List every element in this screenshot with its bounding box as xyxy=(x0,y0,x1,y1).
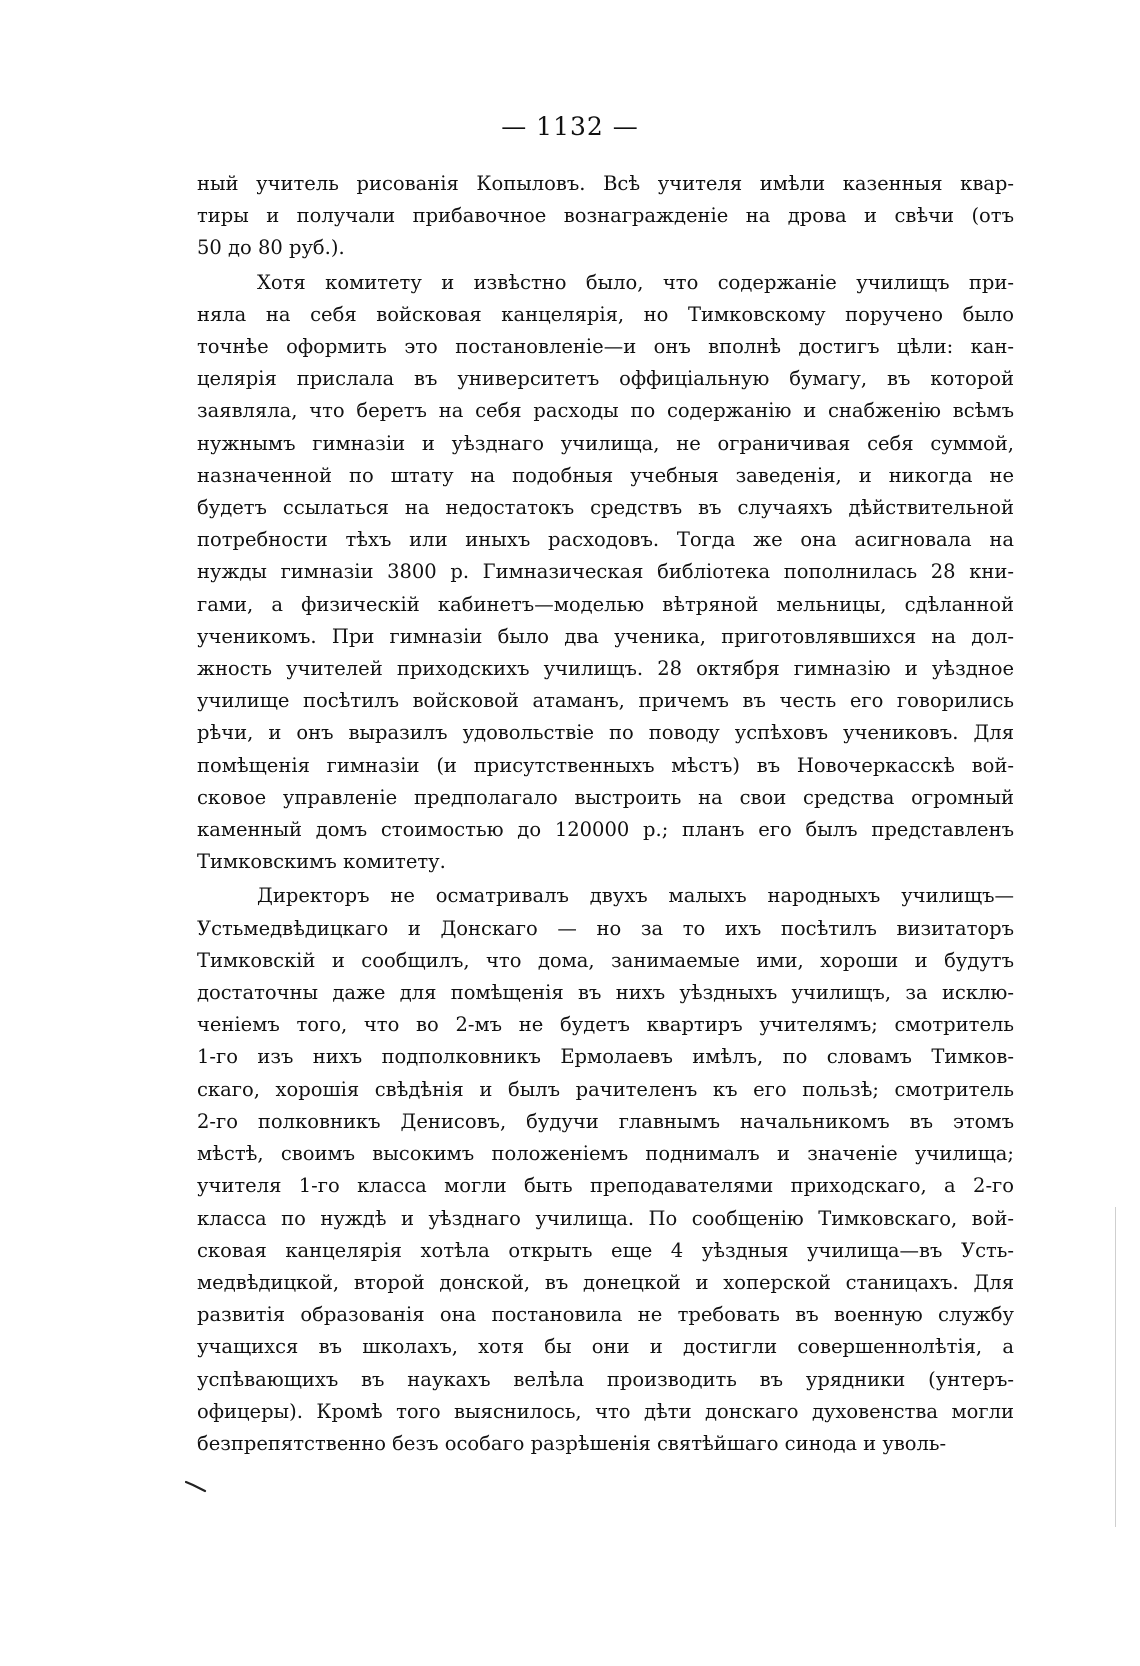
text-line: достаточны даже для помѣщенія въ нихъ уѣздныхъ училищъ, за исклю- xyxy=(197,981,1014,1005)
text-line: класса по нуждѣ и уѣзднаго училища. По сообщенію Тимковскаго, вой- xyxy=(197,1206,1014,1230)
text-line: каменный домъ стоимостью до 120000 р.; планъ его былъ представленъ xyxy=(197,818,1014,842)
text-line: няла на себя войсковая канцелярія, но Тимковскому поручено было xyxy=(197,302,1014,326)
text-line: помѣщенія гимназіи (и присутственныхъ мѣстъ) въ Новочеркасскѣ вой- xyxy=(197,753,1014,777)
text-line: училище посѣтилъ войсковой атаманъ, причемъ въ честь его говорились xyxy=(197,689,1014,713)
text-line: Тимковскій и сообщилъ, что дома, занимаемые ими, хороши и будутъ xyxy=(197,948,1014,972)
text-line: сковая канцелярія хотѣла открыть еще 4 уѣздныя училища—въ Усть- xyxy=(197,1238,1014,1262)
paragraph-2 xyxy=(197,267,1014,879)
text-line: Хотя комитету и извѣстно было, что содержаніе училищъ при- xyxy=(257,270,1014,294)
text-line: гами, а физическій кабинетъ—моделью вѣтряной мельницы, сдѣланной xyxy=(197,592,1014,616)
scan-edge-line xyxy=(1115,1207,1116,1527)
text-line: скаго, хорошія свѣдѣнія и былъ рачителенъ къ его пользѣ; смотритель xyxy=(197,1077,1014,1101)
text-line: офицеры). Кромѣ того выяснилось, что дѣти донскаго духовенства могли xyxy=(197,1399,1014,1423)
text-line: ченіемъ того, что во 2-мъ не будетъ квартиръ учителямъ; смотритель xyxy=(197,1013,1014,1037)
text-line: ученикомъ. При гимназіи было два ученика, приготовлявшихся на дол- xyxy=(197,624,1014,648)
page-number: — 1132 — xyxy=(501,112,639,141)
text-line: рѣчи, и онъ выразилъ удовольствіе по поводу успѣховъ учениковъ. Для xyxy=(197,721,1014,745)
text-line: безпрепятственно безъ особаго разрѣшенія святѣйшаго синода и уволь- xyxy=(197,1431,947,1455)
ink-mark xyxy=(185,1479,207,1493)
text-line: учителя 1-го класса могли быть преподавателями приходскаго, а 2-го xyxy=(197,1174,1014,1198)
text-line: тиры и получали прибавочное вознагражденіе на дрова и свѣчи (отъ xyxy=(197,204,1014,228)
text-line: Тимковскимъ комитету. xyxy=(197,850,446,874)
text-line: назначенной по штату на подобныя учебныя заведенія, и никогда не xyxy=(197,463,1014,487)
text-line: 2-го полковникъ Денисовъ, будучи главнымъ начальникомъ въ этомъ xyxy=(197,1109,1014,1133)
text-line: Устьмедвѣдицкаго и Донскаго — но за то ихъ посѣтилъ визитаторъ xyxy=(197,916,1014,940)
text-line: успѣвающихъ въ наукахъ велѣла производить въ урядники (унтеръ- xyxy=(197,1367,1014,1391)
text-line: 1-го изъ нихъ подполковникъ Ермолаевъ имѣлъ, по словамъ Тимков- xyxy=(197,1045,1014,1069)
text-line: учащихся въ школахъ, хотя бы они и достигли совершеннолѣтія, а xyxy=(197,1335,1014,1359)
paragraph-3 xyxy=(197,880,1014,1460)
text-line: медвѣдицкой, второй донской, въ донецкой и хоперской станицахъ. Для xyxy=(197,1270,1014,1294)
text-line: мѣстѣ, своимъ высокимъ положеніемъ поднималъ и значеніе училища; xyxy=(197,1142,1014,1166)
paragraph-1 xyxy=(197,168,1014,265)
text-line: сковое управленіе предполагало выстроить на свои средства огромный xyxy=(197,785,1014,809)
text-line: жность учителей приходскихъ училищъ. 28 октября гимназію и уѣздное xyxy=(197,657,1014,681)
text-line: 50 до 80 руб.). xyxy=(197,236,345,260)
text-line: Директоръ не осматривалъ двухъ малыхъ народныхъ училищъ— xyxy=(257,884,1014,908)
text-line: будетъ ссылаться на недостатокъ средствъ въ случаяхъ дѣйствительной xyxy=(197,496,1014,520)
body-text xyxy=(197,168,1014,1462)
text-line: нужды гимназіи 3800 р. Гимназическая библіотека пополнилась 28 кни- xyxy=(197,560,1014,584)
text-line: ный учитель рисованія Копыловъ. Всѣ учителя имѣли казенныя квар- xyxy=(197,172,1014,195)
text-line: нужнымъ гимназіи и уѣзднаго училища, не ограничивая себя суммой, xyxy=(197,431,1014,455)
text-line: заявляла, что беретъ на себя расходы по содержанію и снабженію всѣмъ xyxy=(197,399,1014,423)
text-line: целярія прислала въ университетъ оффиціальную бумагу, въ которой xyxy=(197,367,1014,391)
text-line: потребности тѣхъ или иныхъ расходовъ. Тогда же она асигновала на xyxy=(197,528,1014,552)
text-line: точнѣе оформить это постановленіе—и онъ вполнѣ достигъ цѣли: кан- xyxy=(197,335,1014,359)
text-line: развитія образованія она постановила не требовать въ военную службу xyxy=(197,1303,1014,1327)
